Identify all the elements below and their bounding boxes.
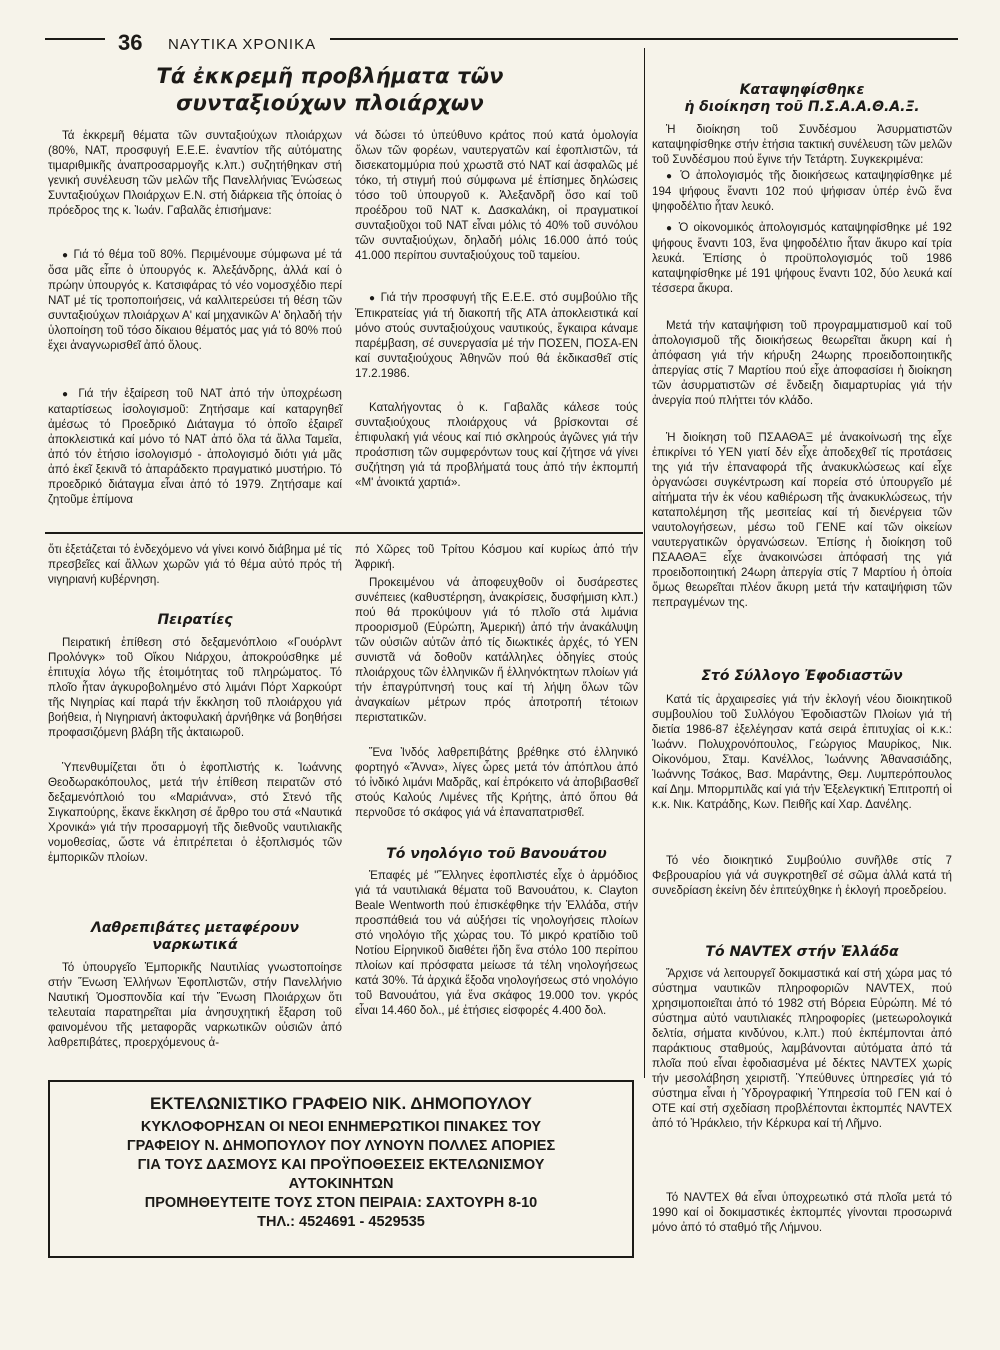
vanuatu-paragraph: Ἐπαφές μέ "Ἕλληνες ἐφοπλιστές εἶχε ὁ ἁρμόδιος γιά τά ναυτιλιακά θέματα τοῦ Βανουάτου, κ. Clayton Beale Wentworth πού ἐπισκέφθηκε τήν Ἑλλάδα, στήν προσπάθειά του νά αὐξήσει τίς νηολογήσεις πλοίων στό νηολόγιο τῆς χώρας του. Τό μικρό κρατίδιο τοῦ Νοτίου Εἰρηνικοῦ διαθέτει ἤδη ἕνα στόλο 100 περίπου πλοίων καί πρόσφατα μείωσε τά τέλη νηολογήσεως κατά 30%. Τά ἀρχικά ἔξοδα νηολογήσεως στό νηολόγιο τοῦ Βανουάτου, γιά ἕνα σκάφος 19.000 τον. γκρός εἶναι 14.460 δολ., μέ ἐτήσιες εἰσφορές 4.400 δολ.	[355, 869, 638, 1017]
psaathaks-paragraph: ● Ὁ ἀπολογισμός τῆς διοικήσεως καταψηφίσθηκε μέ 194 ψήφους ἔναντι 102 πού ψήφισαν ὑπέρ ἐνῶ ἕνα ψηφοδέλτιο ἦταν λευκό.	[652, 168, 952, 214]
ad-line: ΓΡΑΦΕΙΟΥ Ν. ΔΗΜΟΠΟΥΛΟΥ ΠΟΥ ΛΥΝΟΥΝ ΠΟΛΛΕΣ ΑΠΟΡΙΕΣ	[126, 1138, 556, 1154]
lower-left-paragraph: ὅτι ἐξετάζεται τό ἐνδεχόμενο νά γίνει κοινό διάβημα μέ τίς πρεσβεῖες καί ἄλλων χωρῶν γιά τό θέμα αὐτό πρός τή νιγηριανή κυβέρνηση.	[48, 543, 342, 586]
article-divider-horizontal	[45, 532, 643, 534]
psaathaks-paragraph: Μετά τήν καταψήφιση τοῦ προγραμματισμοῦ καί τοῦ ἀπολογισμοῦ τῆς διοικήσεως θεωρεῖται ἄκυρη καί ἡ ἀπόφαση γιά τήν κήρυξη 24ωρης προειδοποιητικῆς ἀπεργίας στίς 7 Μαρτίου πού εἶχε ἀποφασίσει ἡ διοίκηση τῶν ἀσυρματιστῶν σέ ἔνδειξη διαμαρτυρίας γιά τήν ἀνεργία πού πλήττει τόν κλάδο.	[652, 319, 952, 407]
ad-line: ΕΚΤΕΛΩΝΙΣΤΙΚΟ ΓΡΑΦΕΙΟ ΝΙΚ. ΔΗΜΟΠΟΥΛΟΥ	[150, 1094, 532, 1113]
navtex-heading: Τό NAVTEX στήν Ἑλλάδα	[705, 944, 899, 960]
main-article-headline-line1: Τά ἐκκρεμῆ προβλήματα τῶν	[156, 64, 504, 88]
main-article-col1-paragraph: ● Γιά τήν ἐξαίρεση τοῦ ΝΑΤ ἀπό τήν ὑποχρέωση καταρτίσεως ἰσολογισμοῦ: Ζητήσαμε καί καταργηθεῖ ἀμέσως τό Προεδρικό Διάταγμα τό ὁποῖο ἐξαιρεῖ ἀποκλειστικά καί μόνο τό ΝΑΤ ἀπό ὅλα τά ἄλλα Ταμεῖα, ἀπό τόν ἐτήσιο ἰσολογισμό - ἀπολογισμό διότι γιά μᾶς ἀπό ἐκεῖ ξεκινᾶ τό ἀπαράδεκτο πραγματικό μυστήριο. Τό προεδρικό διάταγμα εἶναι ἀπό τό 1979. Ζητήσαμε καί ζητοῦμε ἐπίμονα	[48, 386, 342, 507]
column-divider-vertical	[644, 48, 645, 1078]
lower-middle-paragraph: πό Χῶρες τοῦ Τρίτου Κόσμου καί κυρίως ἀπό τήν Ἀφρική.	[355, 543, 638, 571]
psaathaks-heading-line1: Καταψηφίσθηκε	[739, 82, 865, 98]
piracy-paragraph: Πειρατική ἐπίθεση στό δεξαμενόπλοιο «Γουόρλντ Προλόνγκ» τοῦ Οἴκου Νιάρχου, ἀποκρούσθηκε μέ ἐπιτυχία λόγω τῆς ἑτοιμότητας τοῦ πληρώματος. Τό πλοῖο ἦταν ἀγκυροβολημένο στό λιμάνι Πόρτ Χαρκούρτ τῆς Νιγηρίας καί παρά τήν ἔκκληση τοῦ πλοιάρχου γιά βοήθεια, ἡ Νιγηριανή ἀκτοφυλακή ἀρνήθηκε νά βοηθήσει προφασιζόμενη βλάβη τῆς ἀκταιωροῦ.	[48, 636, 342, 739]
main-article-col1-paragraph: Τά ἐκκρεμῆ θέματα τῶν συνταξιούχων πλοιάρχων (80%, ΝΑΤ, προσφυγή Ε.Ε.Ε. ἐναντίον τῆς αὐτόματης τιμαριθμικῆς ἀναπροσαρμογῆς κ.λπ.) συζητήθηκαν στή γενική συνέλευση τῶν μελῶν τῆς Πανελλήνιας Ἑνώσεως Συνταξιούχων Πλοιάρχων Ε.Ν. στή διάρκεια τῆς ὁποίας ὁ πρόεδρος της κ. Ἰωάν. Γαβαλᾶς ἐπισήμανε:	[48, 129, 342, 217]
piracy-heading: Πειρατίες	[157, 612, 233, 628]
main-article-col1-paragraph: ● Γιά τό θέμα τοῦ 80%. Περιμένουμε σύμφωνα μέ τά ὅσα μᾶς εἶπε ὁ ὑπουργός κ. Ἀλεξάνδρης, ἀλλά καί ὁ πρώην ὑπουργός κ. Κατσιφάρας τό νέο νομοσχέδιο περί ΝΑΤ μέ τίς τροποποιήσεις, νά καλλιτερεύσει τή θέση τῶν συνταξιούχων πλοιάρχων Α' καί μηχανικῶν Α' δηλαδή τήν ὑλοποίηση τοῦ τόσο δίκαιου θέματός μας γιά τό 80% πού ἔχει ἀναγνωρισθεῖ ἀπό ὅλους.	[48, 247, 342, 353]
efodiastes-paragraph: Τό νέο διοικητικό Συμβούλιο συνῆλθε στίς 7 Φεβρουαρίου γιά νά συγκροτηθεῖ σέ σῶμα ἀλλά κατά τή συνεδρίαση ἐκείνη δέν ἐπιτεύχθηκε ἡ ἐκλογή προεδρείου.	[652, 854, 952, 897]
psaathaks-paragraph: Ἡ διοίκηση τοῦ Συνδέσμου Ἀσυρματιστῶν καταψηφίσθηκε στήν ἐτήσια τακτική συνέλευση τῶν μελῶν τοῦ Συνδέσμου πού ἔγινε τήν Τετάρτη. Συγκεκριμένα:	[652, 123, 952, 166]
stowaways-heading-line1: Λαθρεπιβάτες μεταφέρουν	[91, 920, 299, 936]
ad-line: ΑΥΤΟΚΙΝΗΤΩΝ	[288, 1176, 394, 1192]
lower-middle-paragraph: Προκειμένου νά ἀποφευχθοῦν οἱ δυσάρεστες συνέπειες (καθυστέρηση, ἀνακρίσεις, δυσφήμιση κλπ.) πού θά προκύψουν γιά τό πλοῖο στά λιμάνια προορισμοῦ (Εὐρώπη, Ἀμερική) ἀπό τήν ἀνακάλυψη τῶν οὐσιῶν αὐτῶν ἀπό τίς διωκτικές ἀρχές, τό ΥΕΝ συνιστᾶ νά δοθοῦν κατάλληλες ὁδηγίες στούς πλοιάρχους τῶν ἑλληνικῶν ἤ ἑλληνόκτητων πλοίων γιά τήν ἐπαγρύπνησή τους καί τή λήψη ὅλων τῶν ἀναγκαίων μέτρων πρός ἀποτροπή τέτοιων περιστατικῶν.	[355, 576, 638, 724]
ad-line: ΠΡΟΜΗΘΕΥΤΕΙΤΕ ΤΟΥΣ ΣΤΟΝ ΠΕΙΡΑΙΑ: ΣΑΧΤΟΥΡΗ 8-10	[144, 1195, 538, 1211]
stowaways-paragraph: Τό ὑπουργεῖο Ἐμπορικῆς Ναυτιλίας γνωστοποίησε στήν Ἕνωση Ἑλλήνων Ἐφοπλιστῶν, στήν Πανελλήνιο Ναυτική Ὁμοσπονδία καί τήν Ἕνωση Πλοιάρχων ὅτι τελευταία παρατηρεῖται μία ἀνησυχητική ἔξαρση τοῦ φαινομένου τῆς μεταφορᾶς ναρκωτικῶν οὐσιῶν ἀπό λαθρεπιβάτες, προερχόμενους ἀ-	[48, 961, 342, 1049]
navtex-paragraph: Ἄρχισε νά λειτουργεῖ δοκιμαστικά καί στή χώρα μας τό σύστημα ναυτικῶν πληροφοριῶν NAVTEX, πού χρησιμοποιεῖται ἀπό τό 1982 στή Βόρεια Εὐρώπη. Μέ τό σύστημα αὐτό ναυτιλιακές πληροφορίες (μετεωρολογικά δελτία, σήματα κινδύνου, κ.λπ.) πού ἐκπέμπονται ἀπό παράκτιους σταθμούς, λαμβάνονται αὐτόματα ἀπό τά πλοῖα πού εἶναι ἐφοδιασμένα μέ δέκτες NAVTEX χωρίς τήν μεσολάβηση χειριστῆ. Ὑπεύθυνες ὑπηρεσίες γιά τό σύστημα εἶναι ἡ Ὑδρογραφική Ὑπηρεσία τοῦ ΓΕΝ καί ὁ ΟΤΕ καί στή σχεδίαση προβλέπονται ἐκπομπές NAVTEX ἀπό τό Ἡράκλειο, τήν Κέρκυρα καί τή Λῆμνο.	[652, 967, 952, 1130]
publication-name: ΝΑΥΤΙΚΑ ΧΡΟΝΙΚΑ	[168, 36, 317, 53]
navtex-paragraph: Τό NAVTEX θά εἶναι ὑποχρεωτικό στά πλοῖα μετά τό 1990 καί οἱ δοκιμαστικές ἐκπομπές γίνονται προσωρινά μόνο ἀπό τό σταθμό τῆς Λήμνου.	[652, 1191, 952, 1234]
main-article-headline-line2: συνταξιούχων πλοιάρχων	[176, 91, 484, 115]
ad-phone: ΤΗΛ.: 4524691 - 4529535	[257, 1214, 425, 1230]
main-article-col2-paragraph: ● Γιά τήν προσφυγή τῆς Ε.Ε.Ε. στό συμβούλιο τῆς Ἐπικρατείας γιά τή διακοπή τῆς ΑΤΑ ἀποκλειστικά καί μόνο στούς συνταξιούχους ναυτικούς, ἔγκαιρα κάναμε παρέμβαση, σέ συνεργασία μέ τήν ΠΟΣΕΝ, ΠΟΣΑ-ΕΝ καί συνταξιούχους Ἀθηνῶν πού θά ἐκδικασθεῖ στίς 17.2.1986.	[355, 290, 638, 381]
main-article-col2-paragraph: νά δώσει τό ὑπεύθυνο κράτος πού κατά ὁμολογία ὅλων τῶν φορέων, ναυτεργατῶν καί ἐφοπλιστῶν, τά δισεκατομμύρια πού χρωστᾶ στό ΝΑΤ καί ἀσφαλῶς μέ τόκο, τή στιγμή πού σύμφωνα μέ ἐπίσημες δηλώσεις τόσο τοῦ ὑπουργοῦ κ. Ἀλεξανδρῆ ὅσο καί τοῦ προέδρου τοῦ ΝΑΤ κ. Δασκαλάκη, οἱ πραγματικοί συνταξιοῦχοι τοῦ ΝΑΤ εἶναι μόλις τό 40% τοῦ συνόλου τῶν συνταξιούχων, δηλαδή μόλις 16.000 ἀπό τούς 41.000 περίπου συνταξιούχους τοῦ ταμείου.	[355, 129, 638, 262]
ad-line: ΓΙΑ ΤΟΥΣ ΔΑΣΜΟΥΣ ΚΑΙ ΠΡΟΫΠΟΘΕΣΕΙΣ ΕΚΤΕΛΩΝΙΣΜΟΥ	[137, 1157, 545, 1173]
efodiastes-paragraph: Κατά τίς ἀρχαιρεσίες γιά τήν ἐκλογή νέου διοικητικοῦ συμβουλίου τοῦ Συλλόγου Ἐφοδιαστῶν Πλοίων γιά τή διετία 1986-87 ἐξελέγησαν κατά σειρά ἐπιτυχίας οἱ κ.κ.: Ἰωάνν. Πολυχρονόπουλος, Γεώργιος Μαυρίκος, Νικ. Οἰκονόμου, Σταμ. Κανέλλος, Ἰωάννης Ἀθανασιάδης, Ἰωάννης Τσάκος, Βασ. Μαράντης, Θεμ. Λυμπερόπουλος καί Δημ. Μπορμπιλᾶς καί γιά τήν Ἐξελεγκτική Ἐπιτροπή οἱ κ.κ. Νικ. Κατράδης, Κων. Πειθῆς καί Χαρ. Δανέλης.	[652, 693, 952, 811]
ad-line: ΚΥΚΛΟΦΟΡΗΣΑΝ ΟΙ ΝΕΟΙ ΕΝΗΜΕΡΩΤΙΚΟΙ ΠΙΝΑΚΕΣ ΤΟΥ	[140, 1119, 542, 1135]
masthead-rule-left	[45, 38, 105, 40]
stowaways-heading-line2: ναρκωτικά	[152, 937, 238, 953]
piracy-paragraph: Ὑπενθυμίζεται ὅτι ὁ ἐφοπλιστής κ. Ἰωάννης Θεοδωρακόπουλος, μετά τήν ἐπίθεση πειρατῶν στό δεξαμενόπλοιό του «Μαριάννα», στό Στενό τῆς Σιγκαπούρης, ἔκανε ἔκκληση σέ ἄρθρο του στά «Ναυτικά Χρονικά» γιά τήν προσαρμογή τῆς διεθνοῦς ναυτιλιακῆς νομοθεσίας, ὥστε νά ἐπιτρέπεται ὁ ἐξοπλισμός τῶν ἐμπορικῶν πλοίων.	[48, 761, 342, 864]
page-number: 36	[118, 30, 143, 55]
masthead-rule-right	[330, 38, 958, 40]
psaathaks-heading-line2: ἡ διοίκηση τοῦ Π.Σ.Α.Α.Θ.Α.Ξ.	[684, 99, 920, 115]
vanuatu-heading: Τό νηολόγιο τοῦ Βανουάτου	[386, 846, 607, 862]
customs-agency-advertisement	[48, 1080, 634, 1258]
psaathaks-paragraph: Ἡ διοίκηση τοῦ ΠΣΑΑΘΑΞ μέ ἀνακοίνωσή της εἶχε ἐπικρίνει τό ΥΕΝ γιατί δέν εἶχε ἀποδεχθεῖ τίς προτάσεις της γιά τήν ἐπαναφορά τῆς ἀνακυκλώσεως καί εἶχε ὀργανώσει συγκέντρωση καί πορεία στό ὑπουργεῖο μέ αἰτήματα τήν ἐκ νέου καθιέρωση τῆς ἀνακυκλώσεως, τήν καταπολέμηση τῆς μεσιτείας καί τή διενέργεια τῶν ναυτολογήσεων, μέσω τοῦ ΓΕΝΕ καί τῶν οἰκείων ναυτεργατικῶν ὀργανώσεων. Ἐπίσης ἡ διοίκηση τοῦ ΠΣΑΑΘΑΞ εἶχε ἀνακοινώσει ἀπόφασή της γιά προειδοποιητική 24ωρη ἀπεργία στίς 7 Μαρτίου ἡ ὁποία ὅμως θεωρεῖται πλέον ἄκυρη μετά τήν καταψήφιση τῶν πεπραγμένων της.	[652, 431, 952, 609]
lower-middle-paragraph: Ἕνα Ἰνδός λαθρεπιβάτης βρέθηκε στό ἑλληνικό φορτηγό «Ἄννα», λίγες ὧρες μετά τόν ἀπόπλου ἀπό τό ἰνδικό λιμάνι Μαδρᾶς, καί ἐπρόκειτο νά ἀποβιβασθεῖ στούς Καλούς Λιμένες τῆς Κρήτης, ἀπό ὅπου θά περνοῦσε τό σκάφος γιά νά ἐπαναπατρισθεῖ.	[355, 746, 638, 819]
efodiastes-heading: Στό Σύλλογο Ἐφοδιαστῶν	[701, 668, 903, 684]
psaathaks-paragraph: ● Ὁ οἰκονομικός ἀπολογισμός καταψηφίσθηκε μέ 192 ψήφους ἔναντι 103, ἕνα ψηφοδέλτιο ἦταν ἄκυρο καί τρία λευκά. Ἐπίσης ὁ προϋπολογισμός τοῦ 1986 καταψηφίσθηκε μέ 191 ψήφους ἔναντι 102, δύο λευκά καί τέσσερα ἄκυρα.	[652, 220, 952, 296]
main-article-col2-paragraph: Καταλήγοντας ὁ κ. Γαβαλᾶς κάλεσε τούς συνταξιούχους πλοιάρχους νά βρίσκονται σέ ἐπιφυλακή γιά νέους καί πιό σκληρούς ἀγῶνες γιά τήν προάσπιση τῶν συμφερόντων τους καί ζήτησε νά γίνει συζήτηση γιά τά προβλήματά τους ἀπό τήν ἐκπομπή «Μ' ἀνοικτά χαρτιά».	[355, 401, 638, 489]
